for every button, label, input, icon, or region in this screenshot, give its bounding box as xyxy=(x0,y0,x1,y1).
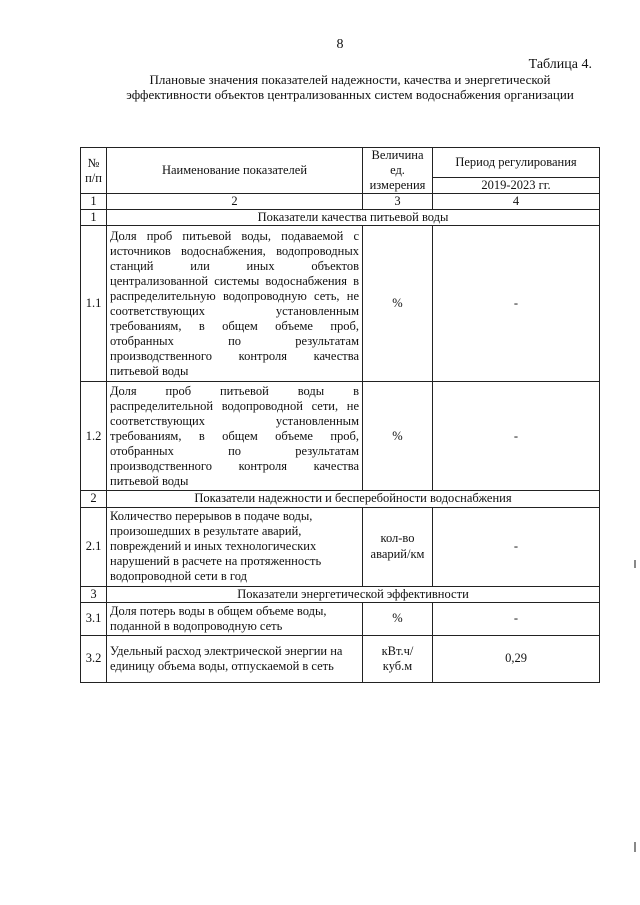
row-unit: % xyxy=(363,226,433,382)
row-name: Доля потерь воды в общем объеме воды, поданной в водопроводную сеть xyxy=(107,602,363,635)
column-number-1: 1 xyxy=(81,194,107,210)
row-unit: % xyxy=(363,602,433,635)
row-name: Количество перерывов в подаче воды, произошедших в результате аварий, повреждений и иных технологических нарушений в расчете на протяженность водопроводной сети в год xyxy=(107,507,363,586)
column-number-4: 4 xyxy=(433,194,600,210)
section-row xyxy=(81,210,600,226)
column-number-row xyxy=(81,194,600,210)
header-name: Наименование показателей xyxy=(107,148,363,194)
row-value: - xyxy=(433,382,600,491)
section-title: Показатели надежности и бесперебойности водоснабжения xyxy=(107,491,600,507)
row-value: - xyxy=(433,226,600,382)
row-num: 3.2 xyxy=(81,635,107,682)
section-title: Показатели качества питьевой воды xyxy=(107,210,600,226)
section-row xyxy=(81,586,600,602)
row-num: 1.2 xyxy=(81,382,107,491)
row-value: 0,29 xyxy=(433,635,600,682)
table-row xyxy=(81,602,600,635)
scan-artifact xyxy=(634,560,636,568)
row-num: 1.1 xyxy=(81,226,107,382)
column-number-3: 3 xyxy=(363,194,433,210)
row-name: Доля проб питьевой воды, подаваемой с источников водоснабжения, водопроводных станций или иных объектов централизованной системы водоснабжения в распределительную водопроводную сеть, не соответствующих установленным требованиям, в общем объеме проб, отобранных по результатам производственного контроля качества питьевой воды xyxy=(107,226,363,382)
section-num: 1 xyxy=(81,210,107,226)
header-num: № п/п xyxy=(81,148,107,194)
header-period-title: Период регулирования xyxy=(433,148,600,178)
section-num: 3 xyxy=(81,586,107,602)
indicators-table xyxy=(80,147,600,683)
section-title: Показатели энергетической эффективности xyxy=(107,586,600,602)
column-number-2: 2 xyxy=(107,194,363,210)
page-number: 8 xyxy=(336,37,344,52)
table-row xyxy=(81,226,600,382)
table-caption xyxy=(60,72,640,102)
row-num: 3.1 xyxy=(81,602,107,635)
scan-artifact xyxy=(634,842,636,852)
table-row xyxy=(81,635,600,682)
row-unit: кВт.ч/ куб.м xyxy=(363,635,433,682)
row-value: - xyxy=(433,602,600,635)
section-num: 2 xyxy=(81,491,107,507)
row-unit: кол-во аварий/км xyxy=(363,507,433,586)
row-name: Удельный расход электрической энергии на единицу объема воды, отпускаемой в сеть xyxy=(107,635,363,682)
table-row xyxy=(81,507,600,586)
table-row xyxy=(81,382,600,491)
table-header-row xyxy=(81,148,600,178)
row-value: - xyxy=(433,507,600,586)
table-number: Таблица 4. xyxy=(528,57,592,72)
row-unit: % xyxy=(363,382,433,491)
header-unit: Величина ед. измерения xyxy=(363,148,433,194)
caption-line-1: Плановые значения показателей надежности, качества и энергетической xyxy=(149,72,551,87)
header-period-years: 2019-2023 гг. xyxy=(433,178,600,194)
row-name: Доля проб питьевой воды в распределительной водопроводной сети, не соответствующих установленным требованиям, в общем объеме проб, отобранных по результатам производственного контроля качества питьевой воды xyxy=(107,382,363,491)
row-num: 2.1 xyxy=(81,507,107,586)
section-row xyxy=(81,491,600,507)
caption-line-2: эффективности объектов централизованных систем водоснабжения организации xyxy=(126,87,574,102)
